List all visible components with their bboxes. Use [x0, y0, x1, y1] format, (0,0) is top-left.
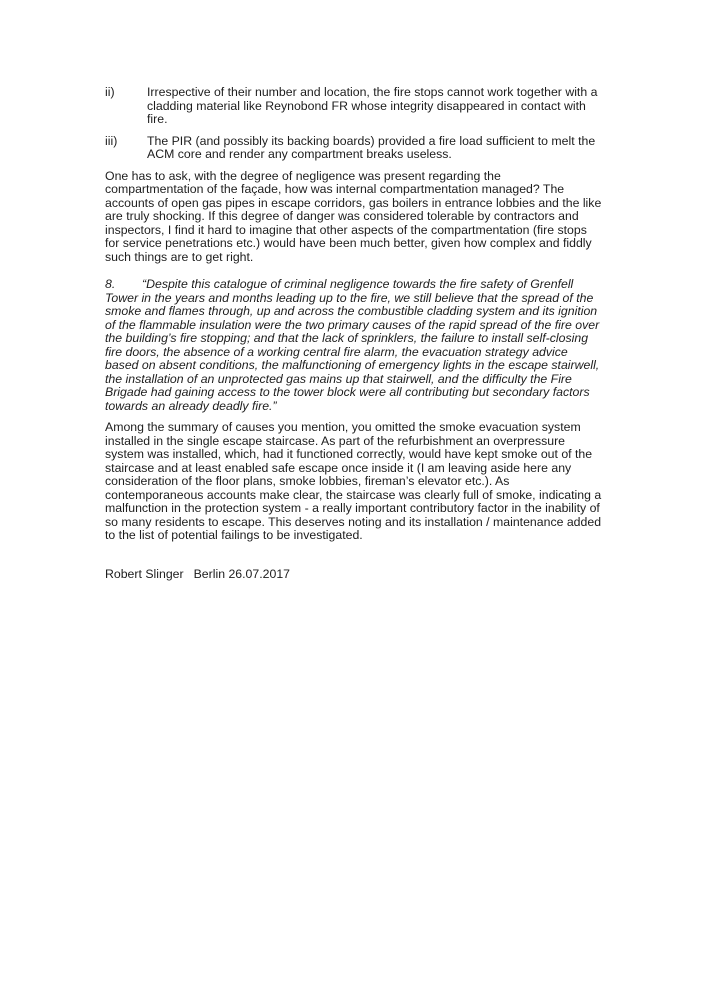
paragraph-smoke-system: Among the summary of causes you mention, you omitted the smoke evacuation system installed in the single escape staircase. As part of the refurbishment an overpressure system was installed, which, had it functioned correctly, would have kept smoke out of the staircase and at least enabled safe escape once inside it (I am leaving aside here any consideration of the floor plans, smoke lobbies, fireman’s elevator etc.). As contemporaneous accounts make clear, the staircase was clearly full of smoke, indicating a malfunction in the protection system - a really important contributory factor in the inability of so many residents to escape. This deserves noting and its installation / maintenance added to the list of potential failings to be investigated.: [105, 420, 602, 542]
list-item-text: The PIR (and possibly its backing boards) provided a fire load sufficient to melt the ACM core and render any compartment breaks useless.: [147, 133, 596, 161]
signature-line: [105, 568, 602, 582]
signature-place-date: Berlin 26.07.2017: [193, 566, 291, 581]
quote-number: 8.: [105, 277, 116, 291]
list-item-marker: ii): [105, 85, 115, 99]
paragraph-compartmentation: One has to ask, with the degree of negligence was present regarding the compartmentation of the façade, how was internal compartmentation managed? The accounts of open gas pipes in escape corridors, gas boilers in entrance lobbies and the like are truly shocking. If this degree of danger was considered tolerable by contractors and inspectors, I find it hard to imagine that other aspects of the compartmentation (fire stops for service penetrations etc.) would have been much better, given how complex and fiddly such things are to get right.: [105, 168, 602, 264]
list-item-ii: [105, 86, 602, 127]
numbered-quote-8: [105, 278, 602, 413]
quote-text: “Despite this catalogue of criminal negligence towards the fire safety of Grenfell Tower in the years and months leading up to the fire, we still believe that the spread of the smoke and flames through, up and across the combustible cladding system and its ignition of the flammable insulation were the two primary causes of the rapid spread of the fire over the building’s fire stopping; and that the lack of sprinklers, the failure to install self-closing fire doors, the absence of a working central fire alarm, the evacuation strategy advice based on absent conditions, the malfunctioning of emergency lights in the escape stairwell, the installation of an unprotected gas mains up that stairwell, and the difficulty the Fire Brigade had gaining access to the tower block were all contributing but secondary factors towards an already deadly fire.”: [105, 277, 600, 413]
list-item-text: Irrespective of their number and location, the fire stops cannot work together with a cladding material like Reynobond FR whose integrity disappeared in contact with fire.: [147, 85, 598, 126]
signature-name: Robert Slinger: [105, 566, 184, 581]
list-item-iii: [105, 135, 602, 162]
list-item-marker: iii): [105, 133, 118, 148]
